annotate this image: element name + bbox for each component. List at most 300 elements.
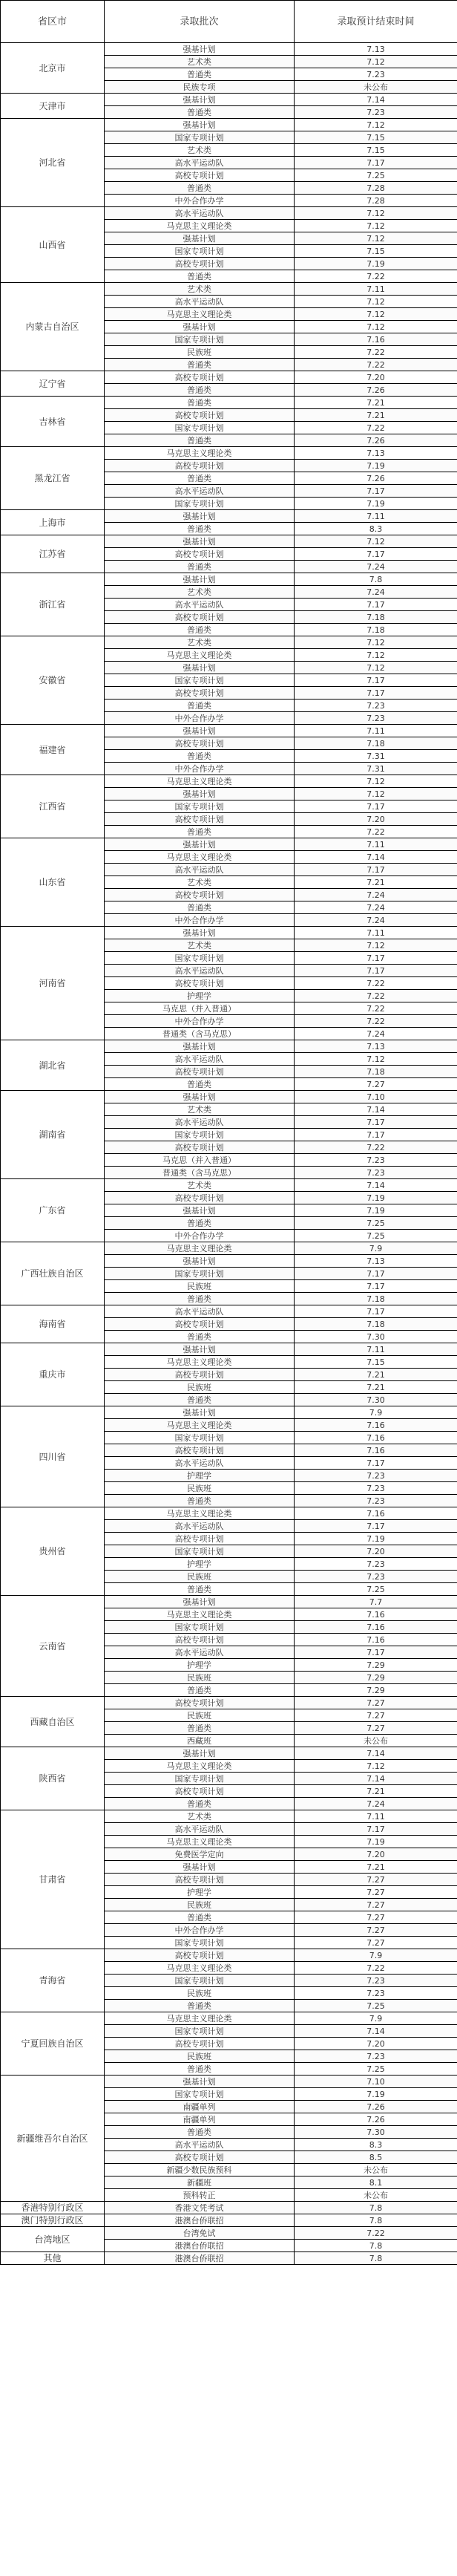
end-time-cell: 7.9 <box>295 1242 457 1255</box>
batch-cell: 强基计划 <box>105 1204 295 1217</box>
end-time-cell: 7.12 <box>295 662 457 674</box>
end-time-cell: 7.10 <box>295 2076 457 2088</box>
end-time-cell: 7.27 <box>295 1709 457 1722</box>
end-time-cell: 7.31 <box>295 750 457 763</box>
batch-cell: 艺术类 <box>105 636 295 649</box>
end-time-cell: 7.19 <box>295 460 457 472</box>
batch-cell: 艺术类 <box>105 939 295 952</box>
batch-cell: 高校专项计划 <box>105 1949 295 1962</box>
end-time-cell: 7.22 <box>295 346 457 359</box>
batch-cell: 艺术类 <box>105 1179 295 1192</box>
batch-cell: 台湾免试 <box>105 2227 295 2240</box>
batch-cell: 强基计划 <box>105 1040 295 1053</box>
batch-cell: 普通类 <box>105 1495 295 1507</box>
province-cell: 黑龙江省 <box>1 447 105 510</box>
end-time-cell: 7.13 <box>295 1255 457 1268</box>
batch-cell: 普通类 <box>105 624 295 636</box>
batch-cell: 高校专项计划 <box>105 1444 295 1457</box>
end-time-cell: 7.22 <box>295 1015 457 1028</box>
table-row <box>1 1810 457 1823</box>
batch-cell: 护理学 <box>105 1659 295 1672</box>
end-time-cell: 7.22 <box>295 990 457 1002</box>
end-time-cell: 7.19 <box>295 258 457 270</box>
batch-cell: 马克思主义理论类 <box>105 1836 295 1848</box>
end-time-cell: 7.11 <box>295 283 457 296</box>
province-cell: 吉林省 <box>1 397 105 447</box>
end-time-cell: 7.31 <box>295 763 457 775</box>
batch-cell: 高水平运动队 <box>105 1823 295 1836</box>
batch-cell: 民族班 <box>105 1709 295 1722</box>
batch-cell: 民族班 <box>105 2050 295 2063</box>
province-cell: 新疆维吾尔自治区 <box>1 2076 105 2202</box>
table-row <box>1 43 457 56</box>
end-time-cell: 7.10 <box>295 1091 457 1103</box>
table-row <box>1 725 457 737</box>
end-time-cell: 7.19 <box>295 498 457 510</box>
batch-cell: 国家专项计划 <box>105 2088 295 2101</box>
table-row <box>1 1507 457 1520</box>
batch-cell: 民族班 <box>105 1987 295 2000</box>
batch-cell: 高水平运动队 <box>105 965 295 977</box>
batch-cell: 普通类 <box>105 826 295 838</box>
end-time-cell: 7.17 <box>295 1646 457 1659</box>
batch-cell: 高校专项计划 <box>105 1192 295 1204</box>
end-time-cell: 8.5 <box>295 2151 457 2164</box>
batch-cell: 普通类 <box>105 1217 295 1230</box>
batch-cell: 艺术类 <box>105 144 295 157</box>
batch-cell: 强基计划 <box>105 927 295 939</box>
end-time-cell: 7.11 <box>295 927 457 939</box>
batch-cell: 强基计划 <box>105 725 295 737</box>
end-time-cell: 7.22 <box>295 1002 457 1015</box>
table-row <box>1 371 457 384</box>
end-time-cell: 7.15 <box>295 245 457 258</box>
table-row <box>1 1747 457 1760</box>
end-time-cell: 7.8 <box>295 2202 457 2214</box>
batch-cell: 强基计划 <box>105 1747 295 1760</box>
batch-cell: 高校专项计划 <box>105 737 295 750</box>
end-time-cell: 7.18 <box>295 1066 457 1078</box>
table-row <box>1 1091 457 1103</box>
batch-cell: 马克思主义理论类 <box>105 1507 295 1520</box>
end-time-cell: 7.20 <box>295 371 457 384</box>
end-time-cell: 8.3 <box>295 523 457 535</box>
end-time-cell: 7.23 <box>295 1558 457 1571</box>
batch-cell: 马克思主义理论类 <box>105 1419 295 1432</box>
province-cell: 四川省 <box>1 1406 105 1507</box>
end-time-cell: 7.23 <box>295 1975 457 1987</box>
end-time-cell: 7.29 <box>295 1659 457 1672</box>
end-time-cell: 7.11 <box>295 1343 457 1356</box>
end-time-cell: 7.12 <box>295 788 457 800</box>
end-time-cell: 7.29 <box>295 1672 457 1684</box>
table-row <box>1 283 457 296</box>
end-time-cell: 7.24 <box>295 889 457 901</box>
end-time-cell: 7.17 <box>295 1116 457 1129</box>
end-time-cell: 7.14 <box>295 1103 457 1116</box>
batch-cell: 高校专项计划 <box>105 611 295 624</box>
end-time-cell: 7.27 <box>295 1924 457 1937</box>
end-time-cell: 7.9 <box>295 1406 457 1419</box>
table-row <box>1 1596 457 1608</box>
end-time-cell: 7.12 <box>295 220 457 232</box>
batch-cell: 护理学 <box>105 1558 295 1571</box>
batch-cell: 中外合作办学 <box>105 712 295 725</box>
province-cell: 浙江省 <box>1 573 105 636</box>
batch-cell: 强基计划 <box>105 1861 295 1874</box>
end-time-cell: 7.17 <box>295 1823 457 1836</box>
province-cell: 安徽省 <box>1 636 105 725</box>
end-time-cell: 未公布 <box>295 2189 457 2202</box>
end-time-cell: 7.28 <box>295 182 457 195</box>
batch-cell: 民族班 <box>105 346 295 359</box>
batch-cell: 免费医学定向 <box>105 1848 295 1861</box>
batch-cell: 高校专项计划 <box>105 1874 295 1886</box>
end-time-cell: 7.27 <box>295 1886 457 1899</box>
end-time-cell: 7.14 <box>295 1773 457 1785</box>
end-time-cell: 7.17 <box>295 952 457 965</box>
batch-cell: 普通类 <box>105 1394 295 1406</box>
end-time-cell: 7.16 <box>295 1608 457 1621</box>
batch-cell: 国家专项计划 <box>105 498 295 510</box>
end-time-cell: 7.20 <box>295 2038 457 2050</box>
end-time-cell: 7.12 <box>295 535 457 548</box>
end-time-cell: 7.17 <box>295 599 457 611</box>
end-time-cell: 7.26 <box>295 384 457 397</box>
batch-cell: 民族班 <box>105 1482 295 1495</box>
end-time-cell: 7.27 <box>295 1697 457 1709</box>
batch-cell: 普通类 <box>105 182 295 195</box>
end-time-cell: 7.26 <box>295 2101 457 2113</box>
batch-cell: 高校专项计划 <box>105 2038 295 2050</box>
batch-cell: 民族班 <box>105 1899 295 1911</box>
end-time-cell: 7.21 <box>295 397 457 409</box>
province-cell: 湖南省 <box>1 1091 105 1179</box>
end-time-cell: 7.17 <box>295 1520 457 1533</box>
batch-cell: 高水平运动队 <box>105 2139 295 2151</box>
batch-cell: 中外合作办学 <box>105 1015 295 1028</box>
batch-cell: 强基计划 <box>105 94 295 106</box>
end-time-cell: 7.12 <box>295 56 457 68</box>
end-time-cell: 7.30 <box>295 1331 457 1343</box>
batch-cell: 普通类 <box>105 1078 295 1091</box>
end-time-cell: 7.12 <box>295 939 457 952</box>
end-time-cell: 7.16 <box>295 333 457 346</box>
batch-cell: 普通类 <box>105 1911 295 1924</box>
batch-cell: 普通类 <box>105 397 295 409</box>
batch-cell: 艺术类 <box>105 283 295 296</box>
table-row <box>1 207 457 220</box>
batch-cell: 国家专项计划 <box>105 422 295 434</box>
end-time-cell: 7.7 <box>295 1596 457 1608</box>
end-time-cell: 7.14 <box>295 1179 457 1192</box>
batch-cell: 强基计划 <box>105 573 295 586</box>
batch-cell: 马克思主义理论类 <box>105 1242 295 1255</box>
end-time-cell: 7.30 <box>295 2126 457 2139</box>
province-cell: 海南省 <box>1 1305 105 1343</box>
province-cell: 重庆市 <box>1 1343 105 1406</box>
end-time-cell: 7.23 <box>295 1987 457 2000</box>
table-row <box>1 1406 457 1419</box>
batch-cell: 强基计划 <box>105 510 295 523</box>
end-time-cell: 7.23 <box>295 1167 457 1179</box>
batch-cell: 高校专项计划 <box>105 460 295 472</box>
batch-cell: 国家专项计划 <box>105 131 295 144</box>
batch-cell: 民族班 <box>105 1571 295 1583</box>
end-time-cell: 7.27 <box>295 1078 457 1091</box>
end-time-cell: 7.17 <box>295 1457 457 1470</box>
province-cell: 河北省 <box>1 119 105 207</box>
batch-cell: 中外合作办学 <box>105 195 295 207</box>
province-cell: 福建省 <box>1 725 105 775</box>
end-time-cell: 7.21 <box>295 1381 457 1394</box>
batch-cell: 港澳台侨联招 <box>105 2240 295 2252</box>
batch-cell: 普通类 <box>105 1293 295 1305</box>
province-cell: 内蒙古自治区 <box>1 283 105 371</box>
end-time-cell: 7.26 <box>295 472 457 485</box>
end-time-cell: 7.17 <box>295 674 457 687</box>
batch-cell: 国家专项计划 <box>105 1268 295 1280</box>
batch-cell: 强基计划 <box>105 788 295 800</box>
batch-cell: 高校专项计划 <box>105 548 295 561</box>
batch-cell: 国家专项计划 <box>105 1773 295 1785</box>
province-cell: 其他 <box>1 2252 105 2265</box>
batch-cell: 高水平运动队 <box>105 1305 295 1318</box>
end-time-cell: 7.23 <box>295 106 457 119</box>
end-time-cell: 7.9 <box>295 2012 457 2025</box>
table-row <box>1 2076 457 2088</box>
batch-cell: 国家专项计划 <box>105 1621 295 1634</box>
end-time-cell: 7.17 <box>295 1129 457 1141</box>
end-time-cell: 7.14 <box>295 94 457 106</box>
batch-cell: 国家专项计划 <box>105 2025 295 2038</box>
batch-cell: 强基计划 <box>105 1255 295 1268</box>
end-time-cell: 7.24 <box>295 914 457 927</box>
batch-cell: 民族班 <box>105 1381 295 1394</box>
province-cell: 湖北省 <box>1 1040 105 1091</box>
batch-cell: 新疆少数民族预科 <box>105 2164 295 2176</box>
table-row <box>1 1040 457 1053</box>
batch-cell: 中外合作办学 <box>105 914 295 927</box>
end-time-cell: 7.12 <box>295 1760 457 1773</box>
end-time-cell: 7.20 <box>295 813 457 826</box>
batch-cell: 强基计划 <box>105 1596 295 1608</box>
batch-cell: 高校专项计划 <box>105 687 295 700</box>
batch-cell: 马克思主义理论类 <box>105 1356 295 1369</box>
batch-cell: 高水平运动队 <box>105 1457 295 1470</box>
end-time-cell: 7.12 <box>295 636 457 649</box>
province-cell: 西藏自治区 <box>1 1697 105 1747</box>
batch-cell: 高校专项计划 <box>105 258 295 270</box>
batch-cell: 普通类 <box>105 106 295 119</box>
batch-cell: 西藏班 <box>105 1735 295 1747</box>
end-time-cell: 7.13 <box>295 43 457 56</box>
table-header-row <box>1 1 457 43</box>
end-time-cell: 7.18 <box>295 611 457 624</box>
end-time-cell: 7.17 <box>295 485 457 498</box>
end-time-cell: 7.11 <box>295 838 457 851</box>
batch-cell: 港澳台侨联招 <box>105 2252 295 2265</box>
end-time-cell: 未公布 <box>295 1735 457 1747</box>
header-end-time: 录取预计结束时间 <box>295 1 457 43</box>
end-time-cell: 7.24 <box>295 1798 457 1810</box>
end-time-cell: 7.17 <box>295 1268 457 1280</box>
table-row <box>1 447 457 460</box>
end-time-cell: 7.23 <box>295 2050 457 2063</box>
end-time-cell: 未公布 <box>295 2164 457 2176</box>
batch-cell: 强基计划 <box>105 1406 295 1419</box>
end-time-cell: 7.27 <box>295 1899 457 1911</box>
batch-cell: 国家专项计划 <box>105 800 295 813</box>
batch-cell: 普通类 <box>105 1798 295 1810</box>
batch-cell: 马克思主义理论类 <box>105 308 295 321</box>
batch-cell: 国家专项计划 <box>105 1545 295 1558</box>
end-time-cell: 7.19 <box>295 1192 457 1204</box>
batch-cell: 港澳台侨联招 <box>105 2214 295 2227</box>
end-time-cell: 7.27 <box>295 1874 457 1886</box>
end-time-cell: 7.25 <box>295 2000 457 2012</box>
table-body <box>1 43 457 2265</box>
end-time-cell: 7.13 <box>295 447 457 460</box>
end-time-cell: 7.12 <box>295 232 457 245</box>
end-time-cell: 7.8 <box>295 2214 457 2227</box>
end-time-cell: 7.23 <box>295 1571 457 1583</box>
end-time-cell: 7.8 <box>295 2252 457 2265</box>
end-time-cell: 7.24 <box>295 561 457 573</box>
end-time-cell: 7.14 <box>295 2025 457 2038</box>
end-time-cell: 7.15 <box>295 131 457 144</box>
end-time-cell: 7.12 <box>295 1053 457 1066</box>
table-row <box>1 2252 457 2265</box>
end-time-cell: 7.12 <box>295 775 457 788</box>
end-time-cell: 7.29 <box>295 1684 457 1697</box>
end-time-cell: 7.16 <box>295 1634 457 1646</box>
batch-cell: 普通类（含马克思） <box>105 1028 295 1040</box>
province-cell: 北京市 <box>1 43 105 94</box>
province-cell: 澳门特别行政区 <box>1 2214 105 2227</box>
batch-cell: 马克思（并入普通） <box>105 1154 295 1167</box>
table-row <box>1 1305 457 1318</box>
batch-cell: 艺术类 <box>105 1103 295 1116</box>
batch-cell: 普通类 <box>105 700 295 712</box>
batch-cell: 强基计划 <box>105 535 295 548</box>
batch-cell: 强基计划 <box>105 1091 295 1103</box>
batch-cell: 高校专项计划 <box>105 1785 295 1798</box>
end-time-cell: 7.18 <box>295 1293 457 1305</box>
end-time-cell: 7.22 <box>295 1962 457 1975</box>
batch-cell: 中外合作办学 <box>105 1924 295 1937</box>
end-time-cell: 7.22 <box>295 977 457 990</box>
batch-cell: 国家专项计划 <box>105 245 295 258</box>
batch-cell: 高校专项计划 <box>105 1533 295 1545</box>
end-time-cell: 7.19 <box>295 1533 457 1545</box>
end-time-cell: 7.21 <box>295 1369 457 1381</box>
table-row <box>1 1242 457 1255</box>
batch-cell: 马克思主义理论类 <box>105 851 295 864</box>
batch-cell: 普通类 <box>105 750 295 763</box>
province-cell: 天津市 <box>1 94 105 119</box>
batch-cell: 南疆单列 <box>105 2101 295 2113</box>
batch-cell: 高校专项计划 <box>105 1634 295 1646</box>
end-time-cell: 7.13 <box>295 1040 457 1053</box>
end-time-cell: 7.14 <box>295 1747 457 1760</box>
end-time-cell: 7.11 <box>295 1810 457 1823</box>
end-time-cell: 7.20 <box>295 1545 457 1558</box>
end-time-cell: 7.24 <box>295 586 457 599</box>
end-time-cell: 7.23 <box>295 68 457 81</box>
end-time-cell: 7.25 <box>295 1230 457 1242</box>
end-time-cell: 7.12 <box>295 119 457 131</box>
end-time-cell: 7.23 <box>295 712 457 725</box>
batch-cell: 普通类 <box>105 901 295 914</box>
province-cell: 广西壮族自治区 <box>1 1242 105 1305</box>
batch-cell: 普通类 <box>105 2126 295 2139</box>
table-row <box>1 535 457 548</box>
end-time-cell: 7.22 <box>295 270 457 283</box>
batch-cell: 强基计划 <box>105 321 295 333</box>
batch-cell: 民族班 <box>105 1280 295 1293</box>
batch-cell: 普通类 <box>105 384 295 397</box>
header-province: 省区市 <box>1 1 105 43</box>
batch-cell: 中外合作办学 <box>105 763 295 775</box>
end-time-cell: 7.26 <box>295 434 457 447</box>
end-time-cell: 7.27 <box>295 1722 457 1735</box>
batch-cell: 民族班 <box>105 1672 295 1684</box>
end-time-cell: 7.15 <box>295 144 457 157</box>
table-row <box>1 1697 457 1709</box>
end-time-cell: 7.17 <box>295 965 457 977</box>
batch-cell: 普通类 <box>105 1583 295 1596</box>
end-time-cell: 7.16 <box>295 1419 457 1432</box>
end-time-cell: 7.20 <box>295 1848 457 1861</box>
batch-cell: 艺术类 <box>105 1810 295 1823</box>
end-time-cell: 7.11 <box>295 510 457 523</box>
batch-cell: 普通类 <box>105 1722 295 1735</box>
province-cell: 陕西省 <box>1 1747 105 1810</box>
batch-cell: 高水平运动队 <box>105 1646 295 1659</box>
end-time-cell: 7.12 <box>295 321 457 333</box>
end-time-cell: 7.8 <box>295 573 457 586</box>
province-cell: 江苏省 <box>1 535 105 573</box>
batch-cell: 高校专项计划 <box>105 1318 295 1331</box>
table-row <box>1 573 457 586</box>
end-time-cell: 7.17 <box>295 548 457 561</box>
end-time-cell: 7.17 <box>295 864 457 876</box>
batch-cell: 护理学 <box>105 1470 295 1482</box>
end-time-cell: 未公布 <box>295 81 457 94</box>
batch-cell: 高水平运动队 <box>105 485 295 498</box>
batch-cell: 高校专项计划 <box>105 2151 295 2164</box>
batch-cell: 强基计划 <box>105 2076 295 2088</box>
batch-cell: 马克思主义理论类 <box>105 1760 295 1773</box>
batch-cell: 高校专项计划 <box>105 813 295 826</box>
table-row <box>1 636 457 649</box>
end-time-cell: 8.3 <box>295 2139 457 2151</box>
batch-cell: 高水平运动队 <box>105 1116 295 1129</box>
end-time-cell: 7.11 <box>295 725 457 737</box>
province-cell: 广东省 <box>1 1179 105 1242</box>
batch-cell: 护理学 <box>105 1886 295 1899</box>
batch-cell: 普通类 <box>105 2063 295 2076</box>
batch-cell: 强基计划 <box>105 838 295 851</box>
batch-cell: 中外合作办学 <box>105 1230 295 1242</box>
end-time-cell: 7.23 <box>295 700 457 712</box>
batch-cell: 国家专项计划 <box>105 1975 295 1987</box>
table-row <box>1 2227 457 2240</box>
end-time-cell: 7.19 <box>295 2088 457 2101</box>
province-cell: 香港特别行政区 <box>1 2202 105 2214</box>
end-time-cell: 7.14 <box>295 851 457 864</box>
